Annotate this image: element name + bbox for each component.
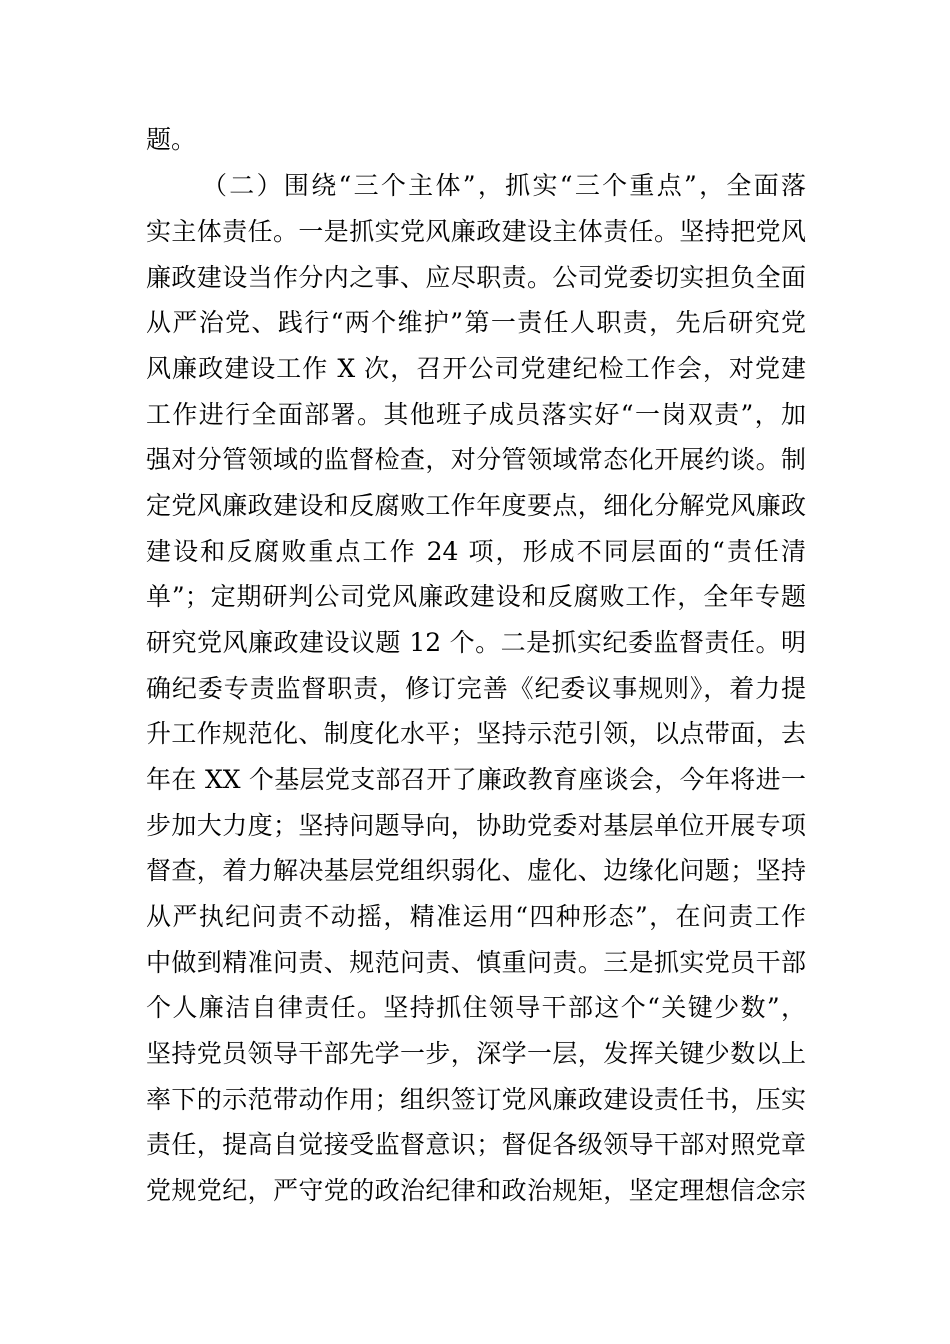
text-line: 建设和反腐败重点工作 24 项，形成不同层面的“责任清: [146, 537, 806, 566]
text-line: 党规党纪，严守党的政治纪律和政治规矩，坚定理想信念宗: [146, 1176, 806, 1205]
text-line: 责任，提高自觉接受监督意识；督促各级领导干部对照党章: [146, 1130, 806, 1159]
text-line: 个人廉洁自律责任。坚持抓住领导干部这个“关键少数”，: [146, 993, 806, 1022]
text-line: 督查，着力解决基层党组织弱化、虚化、边缘化问题；坚持: [146, 856, 806, 885]
text-line: 从严执纪问责不动摇，精准运用“四种形态”，在问责工作: [146, 902, 806, 931]
text-line: 从严治党、践行“两个维护”第一责任人职责，先后研究党: [146, 308, 806, 337]
text-line: 题。: [146, 125, 197, 154]
text-line: 年在 XX 个基层党支部召开了廉政教育座谈会，今年将进一: [146, 765, 806, 794]
text-line: 定党风廉政建设和反腐败工作年度要点，细化分解党风廉政: [146, 491, 806, 520]
text-line: 中做到精准问责、规范问责、慎重问责。三是抓实党员干部: [146, 948, 806, 977]
text-line: 研究党风廉政建设议题 12 个。二是抓实纪委监督责任。明: [146, 628, 806, 657]
text-line: 廉政建设当作分内之事、应尽职责。公司党委切实担负全面: [146, 263, 806, 292]
text-line: 升工作规范化、制度化水平；坚持示范引领，以点带面，去: [146, 719, 806, 748]
text-line: 风廉政建设工作 X 次，召开公司党建纪检工作会，对党建: [146, 354, 806, 383]
text-line: 单”；定期研判公司党风廉政建设和反腐败工作，全年专题: [146, 582, 806, 611]
text-line: 坚持党员领导干部先学一步，深学一层，发挥关键少数以上: [146, 1039, 806, 1068]
text-line: 强对分管领域的监督检查，对分管领域常态化开展约谈。制: [146, 445, 806, 474]
text-line: 率下的示范带动作用；组织签订党风廉政建设责任书，压实: [146, 1085, 806, 1114]
text-line: 实主体责任。一是抓实党风廉政建设主体责任。坚持把党风: [146, 217, 806, 246]
text-line: 工作进行全面部署。其他班子成员落实好“一岗双责”，加: [146, 400, 806, 429]
section-heading-line: （二）围绕“三个主体”，抓实“三个重点”，全面落: [202, 171, 806, 200]
text-line: 确纪委专责监督职责，修订完善《纪委议事规则》，着力提: [146, 674, 806, 703]
text-line: 步加大力度；坚持问题导向，协助党委对基层单位开展专项: [146, 811, 806, 840]
